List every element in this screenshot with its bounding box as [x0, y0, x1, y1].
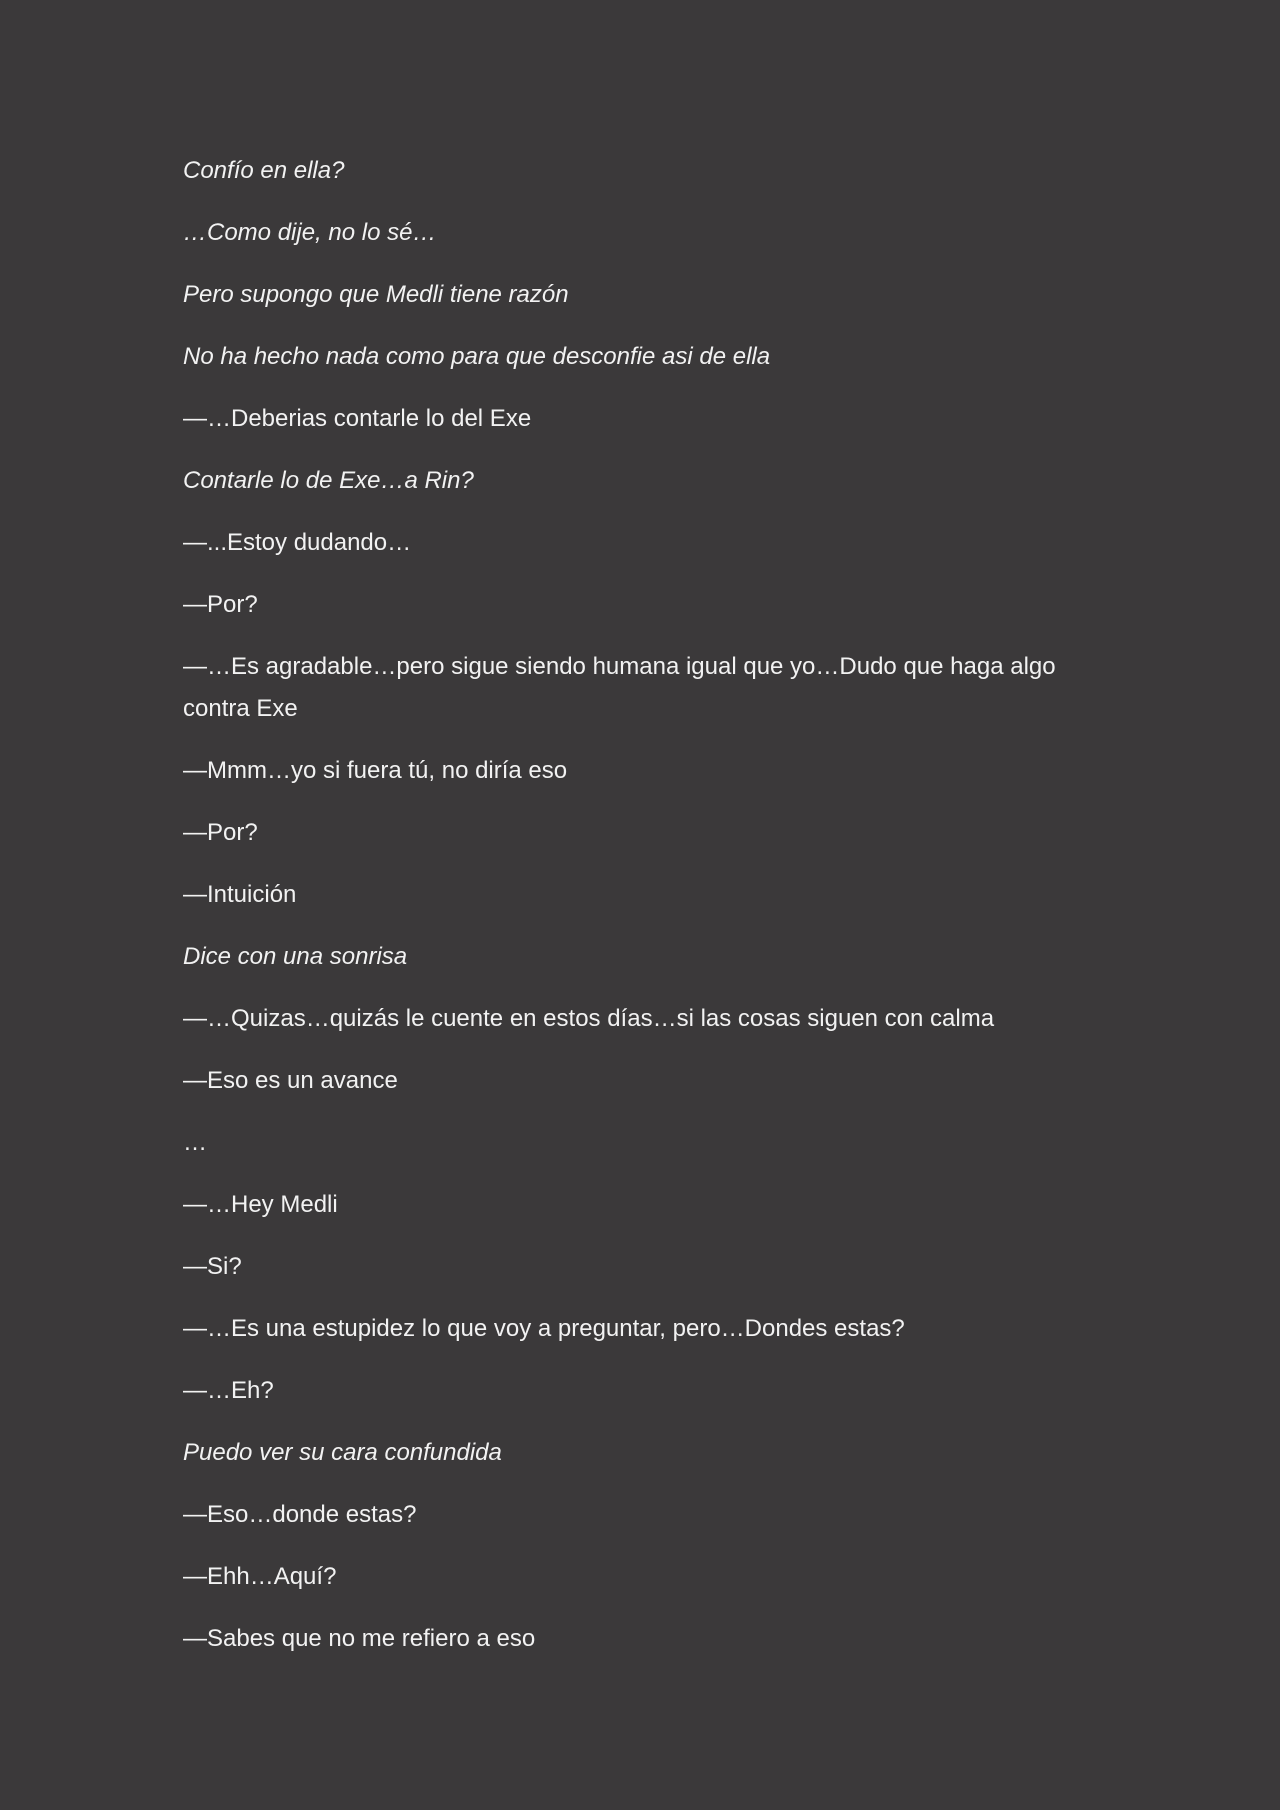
- paragraph: —Mmm…yo si fuera tú, no diría eso: [183, 757, 568, 784]
- paragraph: —Intuición: [183, 881, 297, 908]
- paragraph: —…Quizas…quizás le cuente en estos días…si las cosas siguen con calma: [183, 1005, 995, 1032]
- paragraph: —…Es una estupidez lo que voy a preguntar, pero…Dondes estas?: [183, 1315, 905, 1342]
- document-page: [183, 150, 1083, 1680]
- paragraph: Puedo ver su cara confundida: [183, 1439, 502, 1466]
- paragraph: —…Es agradable…pero sigue siendo humana igual que yo…Dudo que haga algo contra Exe: [183, 653, 1056, 722]
- paragraph: …: [183, 1129, 207, 1156]
- paragraph: —Por?: [183, 591, 258, 618]
- paragraph: Pero supongo que Medli tiene razón: [183, 281, 569, 308]
- paragraph: —…Deberias contarle lo del Exe: [183, 405, 532, 432]
- paragraph: —...Estoy dudando…: [183, 529, 412, 556]
- paragraph: —Eso…donde estas?: [183, 1501, 417, 1528]
- paragraph: —Sabes que no me refiero a eso: [183, 1625, 536, 1652]
- paragraph: —Ehh…Aquí?: [183, 1563, 337, 1590]
- paragraph: —Si?: [183, 1253, 242, 1280]
- paragraph: —Eso es un avance: [183, 1067, 398, 1094]
- paragraph: Dice con una sonrisa: [183, 943, 408, 970]
- paragraph: Contarle lo de Exe…a Rin?: [183, 467, 474, 494]
- paragraph: —…Hey Medli: [183, 1191, 338, 1218]
- paragraph: Confío en ella?: [183, 157, 345, 184]
- paragraph: —…Eh?: [183, 1377, 274, 1404]
- paragraph: …Como dije, no lo sé…: [183, 219, 437, 246]
- paragraph: —Por?: [183, 819, 258, 846]
- paragraph: No ha hecho nada como para que desconfie asi de ella: [183, 343, 771, 370]
